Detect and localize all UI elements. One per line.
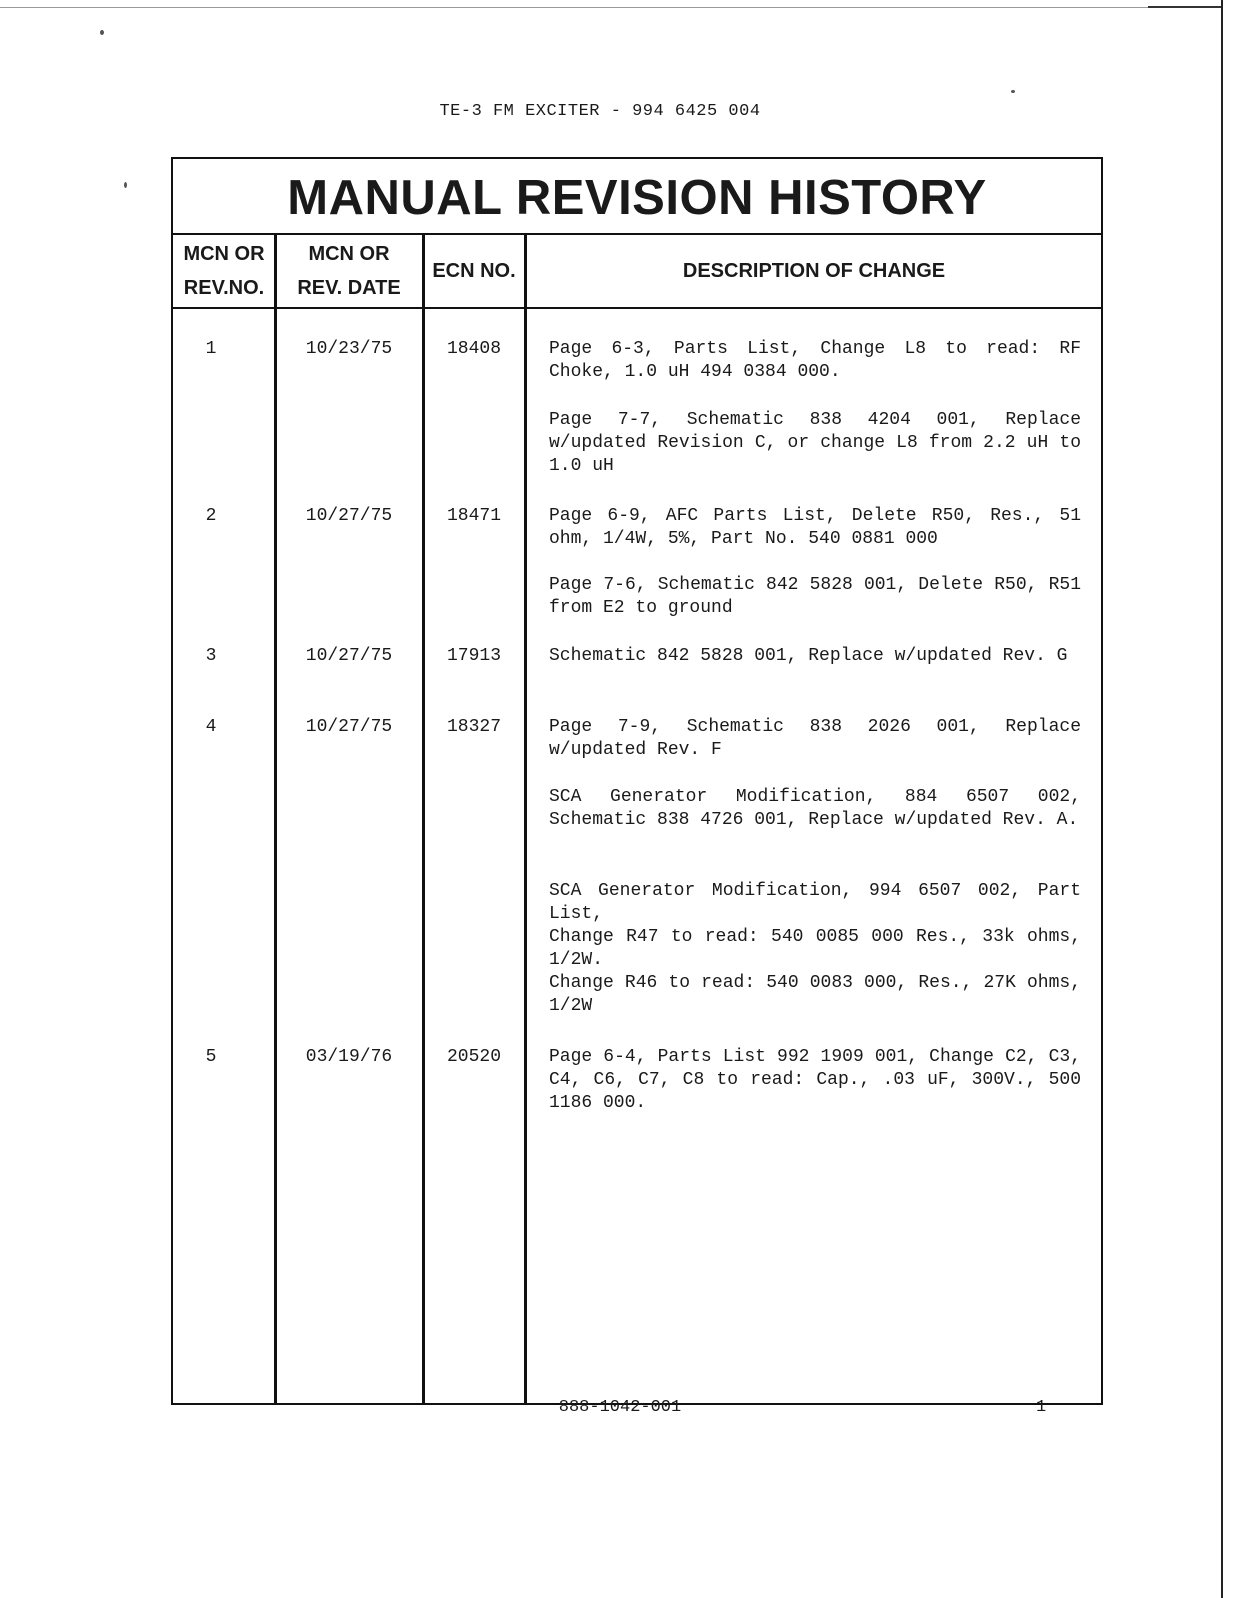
scan-speck xyxy=(100,30,104,35)
scan-speck xyxy=(1011,90,1015,93)
revision-history-table xyxy=(171,157,1103,1405)
ecn-number: 20520 xyxy=(446,1047,501,1067)
rev-date: 03/19/76 xyxy=(305,1047,393,1067)
table-header-row xyxy=(173,235,1101,309)
scan-artifact-edge xyxy=(1221,0,1223,1598)
rev-date: 10/27/75 xyxy=(305,646,393,666)
scan-artifact-line xyxy=(0,7,1210,8)
change-description: Page 6-3, Parts List, Change L8 to read: RF Choke, 1.0 uH 494 0384 000. xyxy=(549,339,1081,382)
change-description: Page 6-4, Parts List 992 1909 001, Change C2, C3, C4, C6, C7, C8 to read: Cap., .03 uF, 300V., 500 1186 000. xyxy=(549,1047,1081,1113)
column-divider xyxy=(422,235,425,1403)
change-description: Page 7-7, Schematic 838 4204 001, Replace w/updated Revision C, or change L8 from 2.2 uH to 1.0 uH xyxy=(549,410,1081,476)
rev-number: 5 xyxy=(205,1047,217,1067)
scan-speck xyxy=(124,182,127,188)
rev-number: 1 xyxy=(205,339,217,359)
rev-number: 4 xyxy=(205,717,217,737)
rev-date: 10/23/75 xyxy=(305,339,393,359)
ecn-number: 18408 xyxy=(446,339,501,359)
rev-date: 10/27/75 xyxy=(305,506,393,526)
column-divider xyxy=(274,235,277,1403)
change-description: Page 7-9, Schematic 838 2026 001, Replace w/updated Rev. F xyxy=(549,717,1081,760)
column-header-description: DESCRIPTION OF CHANGE xyxy=(682,260,946,282)
rev-number: 3 xyxy=(205,646,217,666)
rev-date: 10/27/75 xyxy=(305,717,393,737)
change-description: SCA Generator Modification, 884 6507 002, Schematic 838 4726 001, Replace w/updated Rev. A. xyxy=(549,787,1081,830)
ecn-number: 18471 xyxy=(446,506,501,526)
page-number: 1 xyxy=(1036,1398,1047,1417)
column-divider xyxy=(524,235,527,1403)
column-header-rev-no: MCN OR REV.NO. xyxy=(183,243,265,299)
column-header-ecn-no: ECN NO. xyxy=(432,260,516,282)
ecn-number: 17913 xyxy=(446,646,501,666)
table-title: MANUAL REVISION HISTORY xyxy=(173,159,1101,235)
column-header-rev-date: MCN OR REV. DATE xyxy=(297,243,401,299)
change-description: SCA Generator Modification, 994 6507 002, Part List, Change R47 to read: 540 0085 000 Res., 33k ohms, 1/2W. Change R46 to read: 540 0083 000, Res., 27K ohms, 1/2W xyxy=(549,881,1081,1016)
document-number: 888-1042-001 xyxy=(558,1398,682,1417)
scan-artifact-tick xyxy=(1148,6,1222,8)
change-description: Page 6-9, AFC Parts List, Delete R50, Res., 51 ohm, 1/4W, 5%, Part No. 540 0881 000 xyxy=(549,506,1081,549)
rev-number: 2 xyxy=(205,506,217,526)
ecn-number: 18327 xyxy=(446,717,501,737)
change-description: Page 7-6, Schematic 842 5828 001, Delete R50, R51 from E2 to ground xyxy=(549,575,1081,618)
change-description: Schematic 842 5828 001, Replace w/updated Rev. G xyxy=(549,646,1068,666)
document-header: TE-3 FM EXCITER - 994 6425 004 xyxy=(439,102,761,121)
